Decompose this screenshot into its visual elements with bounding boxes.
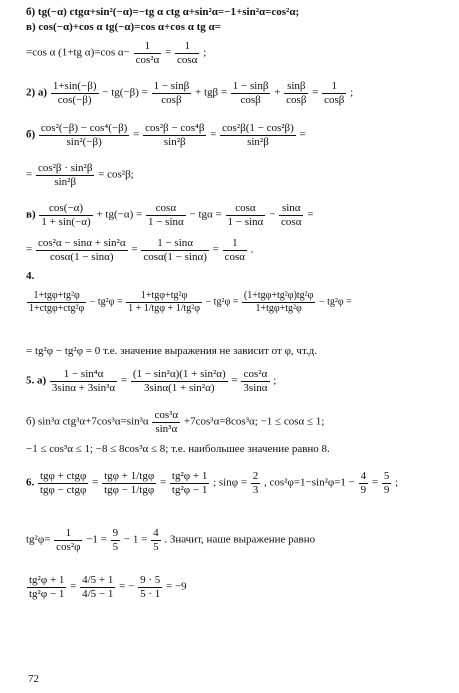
expr-text: + tg(−α) =	[96, 208, 143, 221]
denominator: sin²β	[36, 175, 94, 189]
fraction	[27, 574, 66, 600]
fraction	[126, 290, 202, 314]
fraction	[146, 202, 186, 228]
expr-text: =	[212, 243, 219, 256]
section-4-heading	[26, 270, 34, 283]
solution-2v	[26, 202, 313, 228]
denominator: 1 − sinα	[227, 215, 264, 228]
numerator: tgφ + 1/tgφ	[104, 470, 155, 482]
denominator: cos²α	[135, 53, 160, 66]
expr-text: = −	[119, 580, 135, 593]
fraction	[51, 80, 99, 106]
solution-2b-cont	[26, 162, 134, 188]
fraction	[152, 409, 180, 435]
denominator: 9	[360, 483, 367, 496]
numerator: tg²φ + 1	[29, 574, 65, 586]
denominator: 3sinα	[243, 381, 268, 394]
expr-text: ; sinφ =	[213, 476, 248, 489]
expr-text: tg²φ=	[26, 533, 51, 546]
numerator: 2	[252, 470, 259, 482]
expr-text: ;	[350, 86, 354, 99]
fraction	[359, 470, 369, 496]
denominator: 3sinα + 3sin³α	[51, 381, 116, 394]
denominator: cos²φ	[56, 540, 81, 553]
expr-text: = cos²β;	[98, 168, 134, 181]
expr-text: − 1 =	[123, 533, 148, 546]
numerator: cos²α − sinα + sin²α	[37, 237, 126, 249]
solution-6-tg	[26, 527, 315, 553]
section-label: 2) а)	[26, 86, 48, 99]
expr-text: ;	[273, 374, 277, 387]
numerator: 9	[112, 527, 119, 539]
numerator: cos²β(1 − cos²β)	[222, 122, 294, 134]
numerator: 1 − sinβ	[153, 80, 190, 92]
denominator: 1+tgφ+tg²φ	[242, 302, 316, 315]
denominator: 4/5 − 1	[82, 587, 114, 600]
fraction	[223, 237, 247, 263]
solution-5b-cont	[26, 443, 330, 456]
solution-2v-cont	[26, 237, 254, 263]
solution-6-final	[26, 574, 187, 600]
fraction	[134, 40, 162, 66]
denominator: 1+ctgφ+ctg²φ	[29, 302, 85, 314]
fraction	[111, 527, 121, 553]
fraction	[241, 368, 269, 394]
expr-text: =	[165, 46, 172, 59]
solution-4-conclusion	[26, 345, 317, 358]
numerator: 1	[184, 40, 190, 52]
denominator: sin²β	[143, 135, 206, 149]
numerator: 4/5 + 1	[82, 574, 114, 586]
fraction	[38, 470, 88, 496]
fraction	[131, 368, 228, 394]
numerator: 1 − sin⁴α	[63, 368, 104, 380]
expr-text: , cos²φ=1−sin²φ=1 −	[264, 476, 355, 489]
fraction	[143, 122, 206, 148]
fraction	[141, 237, 209, 263]
expr-text: −1 ≤ cos³α ≤ 1; −8 ≤ 8cos³α ≤ 8; т.е. наибольшее значение равно 8.	[26, 443, 330, 455]
fraction	[170, 470, 209, 496]
denominator: tg²φ − 1	[29, 587, 65, 600]
numerator: tgφ + ctgφ	[40, 470, 87, 482]
expr-text: =	[312, 86, 319, 99]
fraction	[242, 290, 316, 314]
numerator: 1	[65, 527, 72, 539]
numerator: cos²α	[243, 368, 268, 380]
expr-text: =	[133, 128, 140, 141]
fraction	[284, 80, 308, 106]
expr-text: +7cos³α=8cos³α; −1 ≤ cosα ≤ 1;	[183, 415, 325, 428]
expr-text: =	[120, 374, 128, 387]
expr-text: − tg²φ =	[318, 296, 352, 308]
solution-2b	[26, 122, 306, 148]
denominator: 3sinα(1 + sin²α)	[131, 381, 228, 395]
denominator: 3	[252, 483, 259, 496]
denominator: cosβ	[152, 93, 192, 107]
denominator: cosα(1 − sinα)	[36, 250, 128, 264]
denominator: sin³α	[152, 422, 180, 436]
line-text: в) cos(−α)+cos α tg(−α)=cos α+cos α tg α=	[26, 21, 221, 33]
numerator: cosα	[155, 202, 177, 214]
numerator: cosα	[235, 202, 256, 214]
fraction	[39, 122, 129, 148]
expr-text: =	[210, 128, 217, 141]
denominator: 1 + 1/tgφ + 1/tg²φ	[128, 302, 201, 314]
numerator: 1	[144, 40, 151, 52]
numerator: cos²β · sin²β	[37, 162, 93, 174]
numerator: sinβ	[287, 80, 306, 92]
expr-text: =	[159, 476, 167, 489]
section-label: в)	[26, 208, 36, 221]
expr-text: =	[26, 168, 33, 181]
fraction	[226, 202, 266, 228]
expr-text: =cos α (1+tg α)=cos α−	[26, 46, 130, 59]
expr-text: − tg²φ =	[205, 296, 239, 308]
numerator: 1 − sinα	[157, 237, 194, 249]
section-label: 5. а)	[26, 374, 47, 387]
numerator: cos²β − cos⁴β	[145, 122, 205, 134]
expr-text: + tgβ =	[194, 86, 228, 99]
fraction	[27, 290, 86, 314]
expr-text: .	[250, 243, 254, 256]
denominator: cosα	[281, 215, 302, 228]
denominator: cosα	[224, 250, 246, 263]
expr-text: =	[231, 374, 238, 387]
expr-text: = tg²φ − tg²φ = 0 т.е. значение выражения не зависит от φ, чт.д.	[26, 345, 318, 357]
numerator: cos(−α)	[49, 202, 84, 214]
numerator: sinα	[281, 202, 301, 214]
expr-text: =	[70, 580, 77, 593]
expr-text: =	[299, 128, 306, 141]
numerator: tg²φ + 1	[171, 470, 208, 482]
fraction	[151, 527, 161, 553]
fraction	[36, 162, 94, 188]
numerator: 1+tgφ+tg²φ	[140, 290, 188, 301]
expr-text: =	[131, 243, 138, 256]
expr-text: −	[269, 208, 276, 221]
denominator: cos(−β)	[51, 93, 99, 107]
solution-1b	[26, 6, 299, 19]
denominator: tgφ − 1/tgφ	[104, 483, 155, 496]
denominator: 1 + sin(−α)	[41, 215, 91, 228]
numerator: 1+tgφ+tg²φ	[33, 290, 80, 301]
fraction	[80, 574, 115, 600]
denominator: 9	[383, 483, 390, 496]
expr-text: =	[26, 243, 33, 256]
denominator: 5	[153, 540, 159, 553]
expr-text: − tg²φ =	[89, 296, 123, 308]
expr-text: +	[274, 86, 281, 99]
numerator: 1	[232, 237, 238, 249]
solution-2a	[26, 80, 353, 106]
section-label: б)	[26, 128, 36, 141]
denominator: sin²(−β)	[39, 135, 129, 149]
expr-text: = −9	[165, 580, 187, 593]
section-label: 4.	[26, 270, 35, 282]
solution-1v-cont	[26, 40, 206, 66]
fraction	[251, 470, 261, 496]
expr-text: б) sin³α ctg³α+7cos³α=sin³α	[26, 415, 149, 428]
expr-text: − tgα =	[189, 208, 222, 221]
numerator: 4	[153, 527, 159, 539]
expr-text: =	[371, 476, 379, 489]
denominator: tg²φ − 1	[171, 483, 208, 496]
fraction	[36, 237, 128, 263]
numerator: 4	[360, 470, 367, 482]
expr-text: =	[307, 208, 314, 221]
denominator: 1 − sinα	[147, 215, 184, 228]
solution-1v	[26, 21, 221, 34]
fraction	[322, 80, 346, 106]
numerator: (1 − sin²α)(1 + sin²α)	[132, 368, 226, 380]
solution-4	[26, 290, 352, 314]
denominator: cosα(1 − sinα)	[143, 250, 207, 263]
denominator: sin²β	[220, 135, 296, 149]
page-number: 72	[28, 673, 39, 685]
numerator: 5	[383, 470, 390, 482]
fraction	[138, 574, 162, 600]
fraction	[231, 80, 271, 106]
numerator: 1	[331, 80, 338, 92]
fraction	[39, 202, 92, 228]
solution-5b	[26, 409, 324, 435]
fraction	[382, 470, 392, 496]
numerator: (1+tgφ+tg²φ)tg²φ	[243, 290, 314, 301]
expr-text: ;	[203, 46, 207, 59]
denominator: cosβ	[286, 93, 307, 106]
fraction	[220, 122, 296, 148]
numerator: cos³α	[154, 409, 179, 421]
expr-text: − tg(−β) =	[102, 86, 148, 99]
denominator: cosα	[177, 53, 198, 66]
solution-6	[26, 470, 398, 496]
solution-5a	[26, 368, 276, 394]
denominator: cosβ	[231, 93, 271, 107]
fraction	[102, 470, 156, 496]
denominator: cosβ	[324, 93, 345, 106]
fraction	[152, 80, 192, 106]
numerator: cos²(−β) − cos⁴(−β)	[40, 122, 128, 134]
expr-text: ;	[395, 476, 399, 489]
section-label: 6.	[26, 476, 35, 489]
expr-text: −1 =	[86, 533, 107, 546]
denominator: 5 · 1	[140, 587, 161, 600]
fraction	[279, 202, 303, 228]
fraction	[54, 527, 82, 553]
line-text: б) tg(−α) ctgα+sin²(−α)=−tg α ctg α+sin²α=−1+sin²α=cos²α;	[26, 6, 300, 18]
denominator: tgφ − ctgφ	[40, 483, 87, 496]
expr-text: . Значит, наше выражение равно	[164, 533, 316, 546]
denominator: 5	[112, 540, 119, 553]
fraction	[175, 40, 199, 66]
numerator: 9 · 5	[140, 574, 161, 586]
numerator: 1 − sinβ	[232, 80, 269, 92]
fraction	[50, 368, 117, 394]
numerator: 1+sin(−β)	[52, 80, 97, 92]
expr-text: =	[92, 476, 99, 489]
